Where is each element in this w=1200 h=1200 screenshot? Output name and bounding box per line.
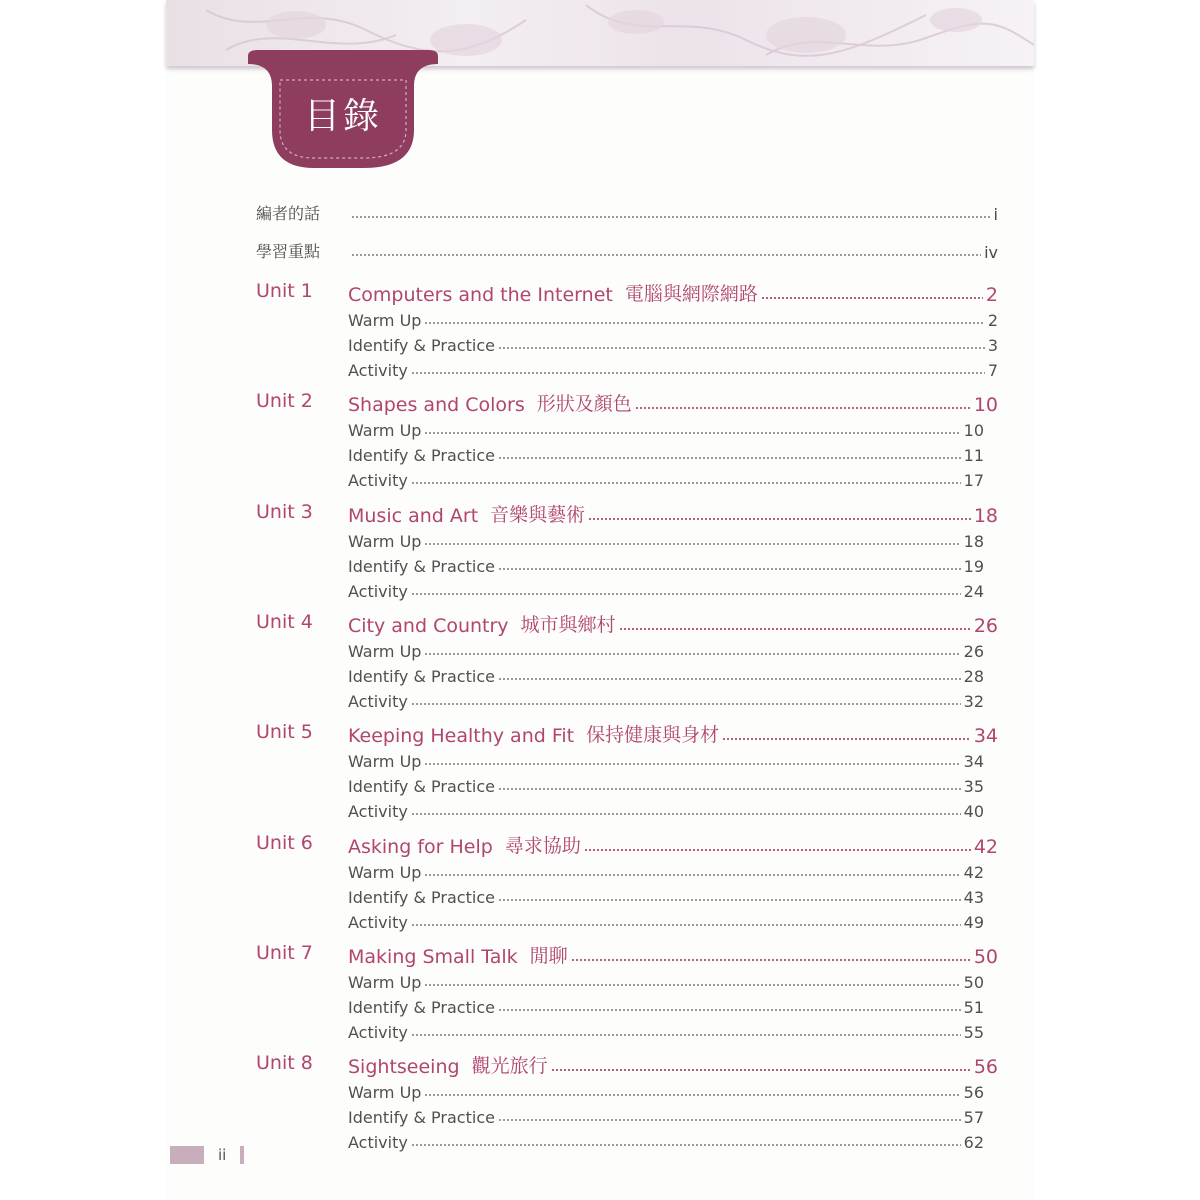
unit-title-link[interactable] bbox=[348, 1052, 998, 1078]
section-label: Activity bbox=[348, 582, 408, 601]
dot-leader bbox=[351, 215, 991, 219]
section-page-number: 51 bbox=[963, 998, 984, 1017]
dot-leader bbox=[498, 456, 961, 460]
section-label: Warm Up bbox=[348, 1083, 422, 1102]
section-label: Warm Up bbox=[348, 311, 422, 330]
section-page-number: 50 bbox=[963, 973, 984, 992]
dot-leader bbox=[584, 848, 971, 852]
section-page-number: 24 bbox=[963, 582, 984, 601]
dot-leader bbox=[498, 567, 961, 571]
unit-label: Unit 5 bbox=[256, 721, 313, 743]
dot-leader bbox=[761, 296, 983, 300]
section-label: Activity bbox=[348, 913, 408, 932]
dot-leader bbox=[411, 1143, 961, 1147]
section-page-number: 19 bbox=[963, 557, 984, 576]
section-label: Activity bbox=[348, 471, 408, 490]
section-label: Activity bbox=[348, 692, 408, 711]
unit-label: Unit 3 bbox=[256, 501, 313, 523]
section-entry[interactable] bbox=[348, 970, 984, 992]
front-entry-label: 編者的話 bbox=[256, 204, 321, 223]
section-label: Identify & Practice bbox=[348, 446, 495, 465]
front-entry-page: iv bbox=[984, 243, 998, 262]
unit-title-en: Music and Art bbox=[348, 505, 479, 527]
dot-leader bbox=[424, 762, 960, 766]
dot-leader bbox=[619, 627, 971, 631]
section-page-number: 10 bbox=[963, 421, 984, 440]
unit-title-link[interactable] bbox=[348, 942, 998, 968]
unit-title-en: Shapes and Colors bbox=[348, 394, 525, 416]
dot-leader bbox=[411, 1033, 961, 1037]
section-entry[interactable] bbox=[348, 358, 998, 380]
unit-label: Unit 2 bbox=[256, 390, 313, 412]
section-page-number: 56 bbox=[963, 1083, 984, 1102]
section-page-number: 42 bbox=[963, 863, 984, 882]
section-label: Identify & Practice bbox=[348, 998, 495, 1017]
dot-leader bbox=[498, 346, 985, 350]
section-page-number: 35 bbox=[963, 777, 984, 796]
section-page-number: 57 bbox=[963, 1108, 984, 1127]
dot-leader bbox=[424, 321, 984, 325]
unit-title-zh: 城市與鄉村 bbox=[520, 614, 616, 636]
section-page-number: 2 bbox=[987, 311, 998, 330]
dot-leader bbox=[424, 1093, 960, 1097]
dot-leader bbox=[588, 517, 971, 521]
section-page-number: 26 bbox=[963, 642, 984, 661]
unit-label: Unit 6 bbox=[256, 832, 313, 854]
dot-leader bbox=[498, 677, 961, 681]
section-label: Activity bbox=[348, 802, 408, 821]
section-entry[interactable] bbox=[348, 860, 984, 882]
unit-title-link[interactable] bbox=[348, 280, 998, 306]
section-entry[interactable] bbox=[348, 529, 984, 551]
unit-title-zh: 尋求協助 bbox=[504, 835, 581, 857]
unit-title-zh: 保持健康與身材 bbox=[586, 724, 720, 746]
toc-front-entry[interactable] bbox=[256, 200, 998, 224]
unit-page-number: 10 bbox=[973, 394, 998, 416]
section-page-number: 43 bbox=[963, 888, 984, 907]
section-page-number: 17 bbox=[963, 471, 984, 490]
section-page-number: 18 bbox=[963, 532, 984, 551]
unit-title-link[interactable] bbox=[348, 832, 998, 858]
dot-leader bbox=[411, 812, 961, 816]
section-page-number: 11 bbox=[963, 446, 984, 465]
section-page-number: 28 bbox=[963, 667, 984, 686]
section-label: Identify & Practice bbox=[348, 888, 495, 907]
dot-leader bbox=[411, 923, 961, 927]
unit-title-en: Making Small Talk bbox=[348, 946, 518, 968]
unit-title-link[interactable] bbox=[348, 501, 998, 527]
dot-leader bbox=[411, 371, 985, 375]
dot-leader bbox=[411, 592, 961, 596]
section-label: Warm Up bbox=[348, 421, 422, 440]
page-title: 目錄 bbox=[303, 96, 382, 137]
section-entry[interactable] bbox=[348, 333, 998, 355]
unit-title-link[interactable] bbox=[348, 721, 998, 747]
section-label: Identify & Practice bbox=[348, 336, 495, 355]
unit-title-link[interactable] bbox=[348, 611, 998, 637]
section-page-number: 34 bbox=[963, 752, 984, 771]
footer-tick bbox=[240, 1146, 244, 1164]
dot-leader bbox=[424, 652, 960, 656]
dot-leader bbox=[498, 1008, 961, 1012]
section-entry[interactable] bbox=[348, 910, 984, 932]
dot-leader bbox=[498, 898, 961, 902]
section-label: Warm Up bbox=[348, 752, 422, 771]
section-entry[interactable] bbox=[348, 1105, 984, 1127]
section-entry[interactable] bbox=[348, 1080, 984, 1102]
section-entry[interactable] bbox=[348, 774, 984, 796]
unit-page-number: 50 bbox=[973, 946, 998, 968]
section-page-number: 62 bbox=[963, 1133, 984, 1152]
unit-title-zh: 音樂與藝術 bbox=[490, 504, 586, 526]
section-entry[interactable] bbox=[348, 443, 984, 465]
dot-leader bbox=[498, 1118, 961, 1122]
unit-title-en: City and Country bbox=[348, 615, 509, 637]
dot-leader bbox=[424, 983, 960, 987]
section-entry[interactable] bbox=[348, 1020, 984, 1042]
unit-page-number: 42 bbox=[973, 836, 998, 858]
unit-page-number: 18 bbox=[973, 505, 998, 527]
unit-page-number: 34 bbox=[973, 725, 998, 747]
section-entry[interactable] bbox=[348, 689, 984, 711]
unit-page-number: 56 bbox=[973, 1056, 998, 1078]
section-page-number: 49 bbox=[963, 913, 984, 932]
section-label: Warm Up bbox=[348, 532, 422, 551]
unit-title-en: Computers and the Internet bbox=[348, 284, 613, 306]
section-label: Identify & Practice bbox=[348, 667, 495, 686]
section-label: Identify & Practice bbox=[348, 557, 495, 576]
section-page-number: 7 bbox=[987, 361, 998, 380]
section-label: Activity bbox=[348, 361, 408, 380]
dot-leader bbox=[424, 431, 960, 435]
section-entry[interactable] bbox=[348, 308, 998, 330]
dot-leader bbox=[571, 958, 971, 962]
section-label: Warm Up bbox=[348, 973, 422, 992]
unit-title-zh: 電腦與網際網路 bbox=[624, 283, 758, 305]
section-entry[interactable] bbox=[348, 468, 984, 490]
section-label: Warm Up bbox=[348, 642, 422, 661]
dot-leader bbox=[551, 1068, 971, 1072]
section-entry[interactable] bbox=[348, 554, 984, 576]
unit-title-link[interactable] bbox=[348, 390, 998, 416]
section-entry[interactable] bbox=[348, 418, 984, 440]
section-page-number: 40 bbox=[963, 802, 984, 821]
unit-title-en: Keeping Healthy and Fit bbox=[348, 725, 575, 747]
section-entry[interactable] bbox=[348, 664, 984, 686]
unit-label: Unit 8 bbox=[256, 1052, 313, 1074]
section-label: Warm Up bbox=[348, 863, 422, 882]
unit-label: Unit 7 bbox=[256, 942, 313, 964]
section-entry[interactable] bbox=[348, 995, 984, 1017]
section-entry[interactable] bbox=[348, 885, 984, 907]
section-page-number: 55 bbox=[963, 1023, 984, 1042]
unit-label: Unit 4 bbox=[256, 611, 313, 633]
section-label: Identify & Practice bbox=[348, 777, 495, 796]
section-label: Activity bbox=[348, 1023, 408, 1042]
section-entry[interactable] bbox=[348, 579, 984, 601]
unit-page-number: 26 bbox=[973, 615, 998, 637]
section-entry[interactable] bbox=[348, 799, 984, 821]
unit-title-zh: 觀光旅行 bbox=[471, 1055, 548, 1077]
dot-leader bbox=[424, 873, 960, 877]
unit-title-zh: 形狀及顏色 bbox=[536, 393, 632, 415]
footer-page-number: ii bbox=[218, 1146, 227, 1164]
dot-leader bbox=[498, 787, 961, 791]
dot-leader bbox=[635, 406, 971, 410]
toc-title-tab bbox=[244, 50, 442, 172]
unit-title-zh: 閒聊 bbox=[529, 945, 568, 967]
dot-leader bbox=[411, 481, 961, 485]
unit-label: Unit 1 bbox=[256, 280, 313, 302]
section-page-number: 32 bbox=[963, 692, 984, 711]
section-entry[interactable] bbox=[348, 639, 984, 661]
front-entry-label: 學習重點 bbox=[256, 242, 321, 261]
dot-leader bbox=[351, 253, 981, 257]
front-entry-page: i bbox=[993, 205, 998, 224]
dot-leader bbox=[722, 737, 971, 741]
unit-title-en: Asking for Help bbox=[348, 836, 493, 858]
footer-bar bbox=[170, 1146, 204, 1164]
dot-leader bbox=[424, 542, 960, 546]
section-entry[interactable] bbox=[348, 1130, 984, 1152]
unit-title-en: Sightseeing bbox=[348, 1056, 460, 1078]
section-page-number: 3 bbox=[987, 336, 998, 355]
dot-leader bbox=[411, 702, 961, 706]
section-label: Identify & Practice bbox=[348, 1108, 495, 1127]
section-entry[interactable] bbox=[348, 749, 984, 771]
section-label: Activity bbox=[348, 1133, 408, 1152]
unit-page-number: 2 bbox=[985, 284, 998, 306]
toc-front-entry[interactable] bbox=[256, 238, 998, 262]
